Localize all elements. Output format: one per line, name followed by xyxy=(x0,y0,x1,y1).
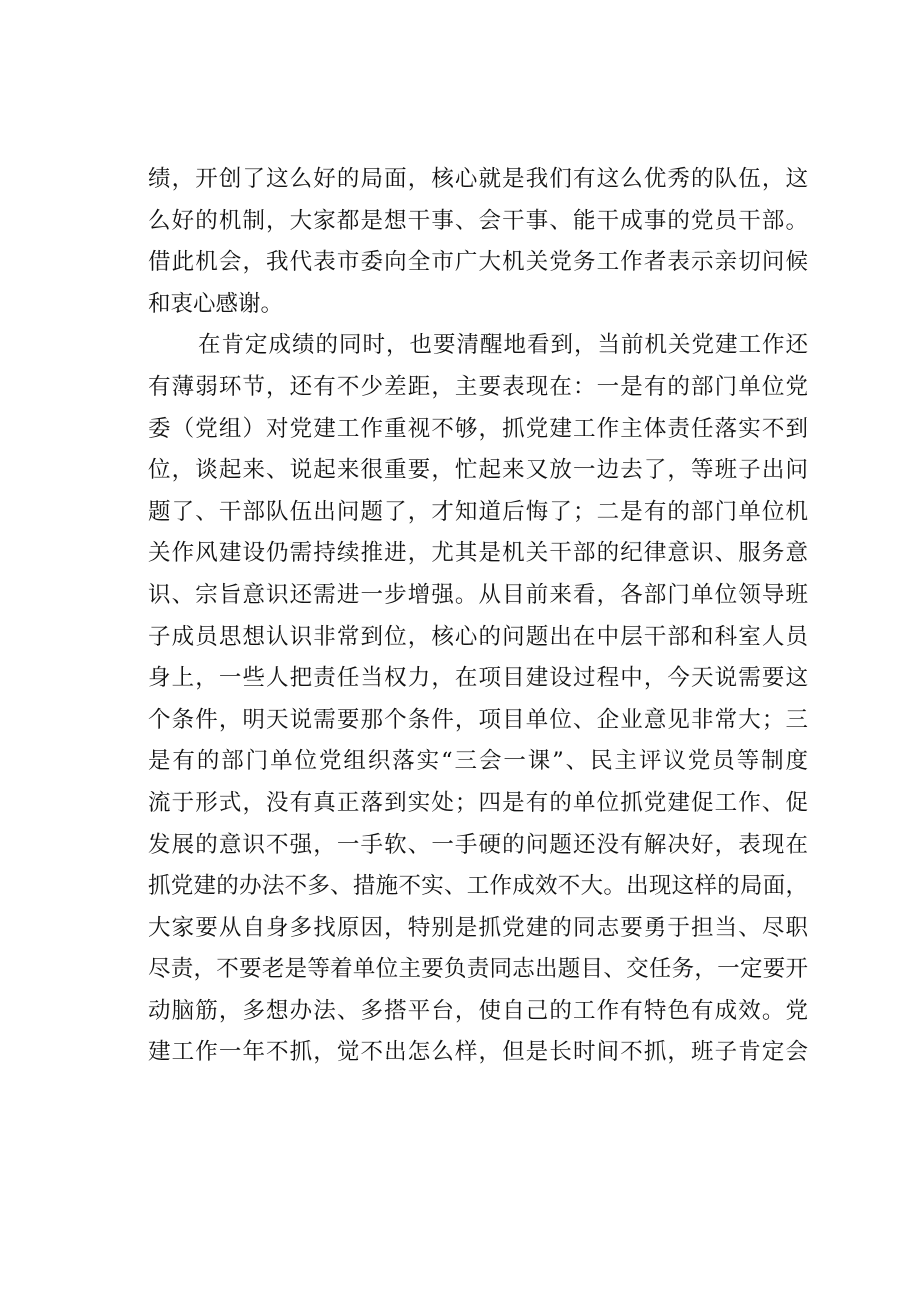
text-line: 流于形式，没有真正落到实处；四是有的单位抓党建促工作、促 xyxy=(148,789,808,816)
body-text xyxy=(148,159,808,1074)
text-line: 么好的机制，大家都是想干事、会干事、能干成事的党员干部。 xyxy=(148,207,808,234)
text-line: 和衷心感谢。 xyxy=(148,290,284,317)
text-line: 识、宗旨意识还需进一步增强。从目前来看，各部门单位领导班 xyxy=(148,581,808,608)
text-line: 题了、干部队伍出问题了，才知道后悔了；二是有的部门单位机 xyxy=(148,498,808,525)
paragraph-continuation xyxy=(148,159,808,325)
text-line: 身上，一些人把责任当权力，在项目建设过程中，今天说需要这 xyxy=(148,665,808,692)
text-line: 绩，开创了这么好的局面，核心就是我们有这么优秀的队伍，这 xyxy=(148,166,808,192)
text-line: 在肯定成绩的同时，也要清醒地看到，当前机关党建工作还 xyxy=(198,332,808,359)
text-line: 建工作一年不抓，觉不出怎么样，但是长时间不抓，班子肯定会 xyxy=(148,1039,808,1066)
text-line: 位，谈起来、说起来很重要，忙起来又放一边去了，等班子出问 xyxy=(148,457,808,484)
text-line: 抓党建的办法不多、措施不实、工作成效不大。出现这样的局面， xyxy=(148,873,808,900)
text-line: 委（党组）对党建工作重视不够，抓党建工作主体责任落实不到 xyxy=(148,415,808,442)
text-line: 关作风建设仍需持续推进，尤其是机关干部的纪律意识、服务意 xyxy=(148,540,808,567)
text-line: 有薄弱环节，还有不少差距，主要表现在：一是有的部门单位党 xyxy=(148,373,808,400)
text-line: 尽责，不要老是等着单位主要负责同志出题目、交任务，一定要开 xyxy=(148,956,808,983)
paragraph-shortcomings xyxy=(148,325,808,1074)
text-line: 是有的部门单位党组织落实“三会一课”、民主评议党员等制度 xyxy=(148,748,808,775)
text-line: 动脑筋，多想办法、多搭平台，使自己的工作有特色有成效。党 xyxy=(148,997,808,1024)
text-line: 子成员思想认识非常到位，核心的问题出在中层干部和科室人员 xyxy=(148,623,808,650)
text-line: 发展的意识不强，一手软、一手硬的问题还没有解决好，表现在 xyxy=(148,831,808,858)
text-line: 个条件，明天说需要那个条件，项目单位、企业意见非常大；三 xyxy=(148,706,808,733)
text-line: 借此机会，我代表市委向全市广大机关党务工作者表示亲切问候 xyxy=(148,249,808,276)
text-line: 大家要从自身多找原因，特别是抓党建的同志要勇于担当、尽职 xyxy=(148,914,808,941)
